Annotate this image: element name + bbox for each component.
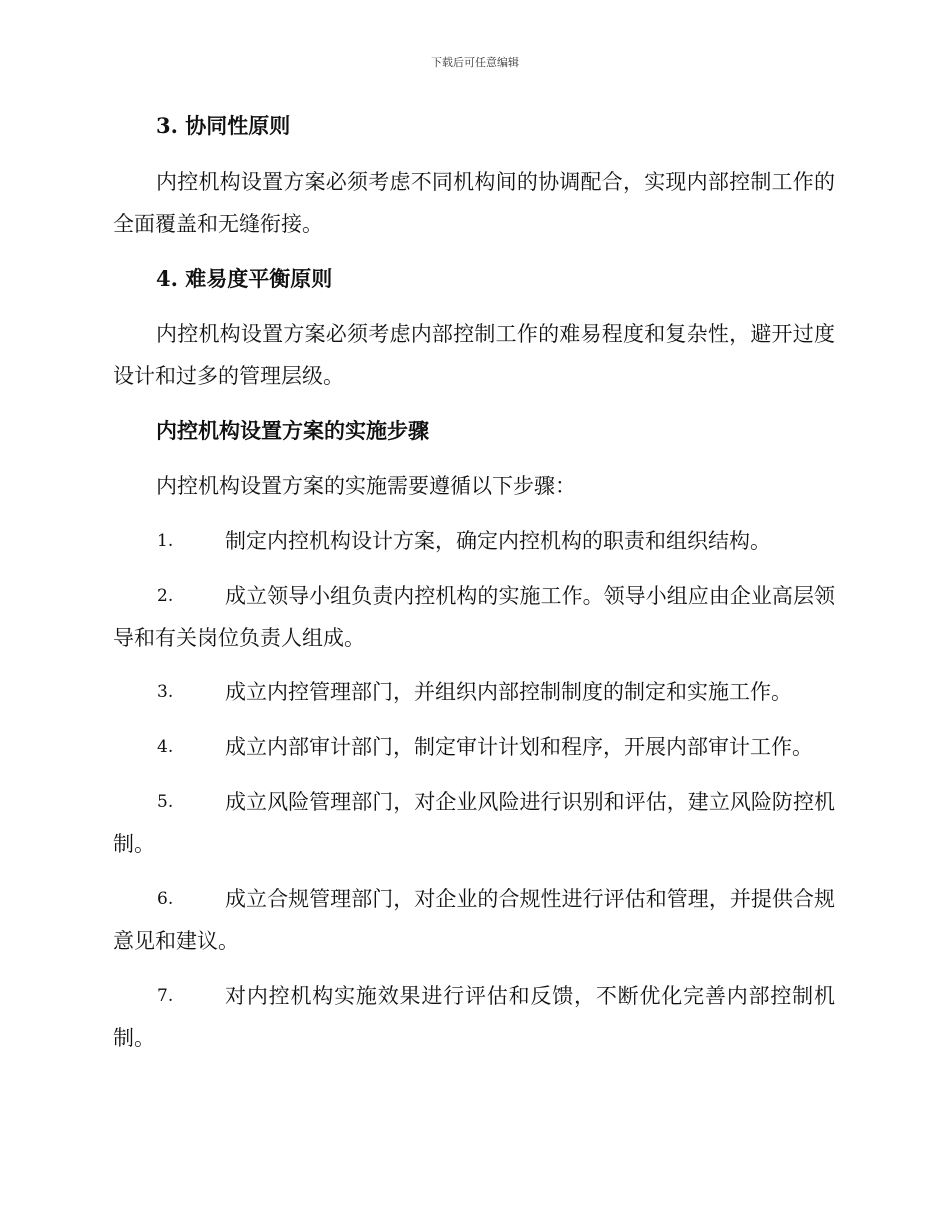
- list-item-number: 5.: [157, 792, 174, 812]
- list-item: [113, 975, 835, 1059]
- list-item-text: 成立领导小组负责内控机构的实施工作。领导小组应由企业高层领导和有关岗位负责人组成。: [113, 584, 835, 650]
- list-item: [113, 878, 835, 962]
- paragraph-steps-intro: 内控机构设置方案的实施需要遵循以下步骤：: [156, 474, 576, 498]
- list-item-number: 2.: [157, 586, 174, 606]
- list-item-number: 1.: [157, 531, 174, 551]
- list-item-number: 4.: [157, 737, 174, 757]
- list-item-number: 3.: [157, 682, 174, 702]
- paragraph-collaboration: 内控机构设置方案必须考虑不同机构间的协调配合，实现内部控制工作的全面覆盖和无缝衔接。: [113, 170, 835, 236]
- list-item-number: 6.: [157, 889, 174, 909]
- list-item-text: 对内控机构实施效果进行评估和反馈，不断优化完善内部控制机制。: [113, 984, 835, 1050]
- list-item: [113, 671, 835, 713]
- page-header: 下载后可任意编辑: [431, 56, 519, 69]
- list-item-text: 成立合规管理部门，对企业的合规性进行评估和管理，并提供合规意见和建议。: [113, 887, 835, 953]
- list-item: [113, 575, 835, 659]
- list-item: [113, 726, 835, 768]
- list-item-text: 成立内控管理部门，并组织内部控制制度的制定和实施工作。: [225, 680, 792, 704]
- list-item: [113, 520, 835, 562]
- paragraph-difficulty-balance: 内控机构设置方案必须考虑内部控制工作的难易程度和复杂性，避开过度设计和过多的管理层级。: [113, 322, 835, 388]
- list-item-text: 成立风险管理部门，对企业风险进行识别和评估，建立风险防控机制。: [113, 790, 835, 856]
- list-item: [113, 781, 835, 865]
- section-heading-implementation-steps: 内控机构设置方案的实施步骤: [156, 418, 429, 443]
- list-item-text: 制定内控机构设计方案，确定内控机构的职责和组织结构。: [225, 529, 771, 553]
- section-heading-collaboration: 3. 协同性原则: [156, 113, 291, 138]
- section-heading-difficulty-balance: 4. 难易度平衡原则: [156, 266, 333, 291]
- list-item-text: 成立内部审计部门，制定审计计划和程序，开展内部审计工作。: [225, 735, 813, 759]
- list-item-number: 7.: [157, 986, 174, 1006]
